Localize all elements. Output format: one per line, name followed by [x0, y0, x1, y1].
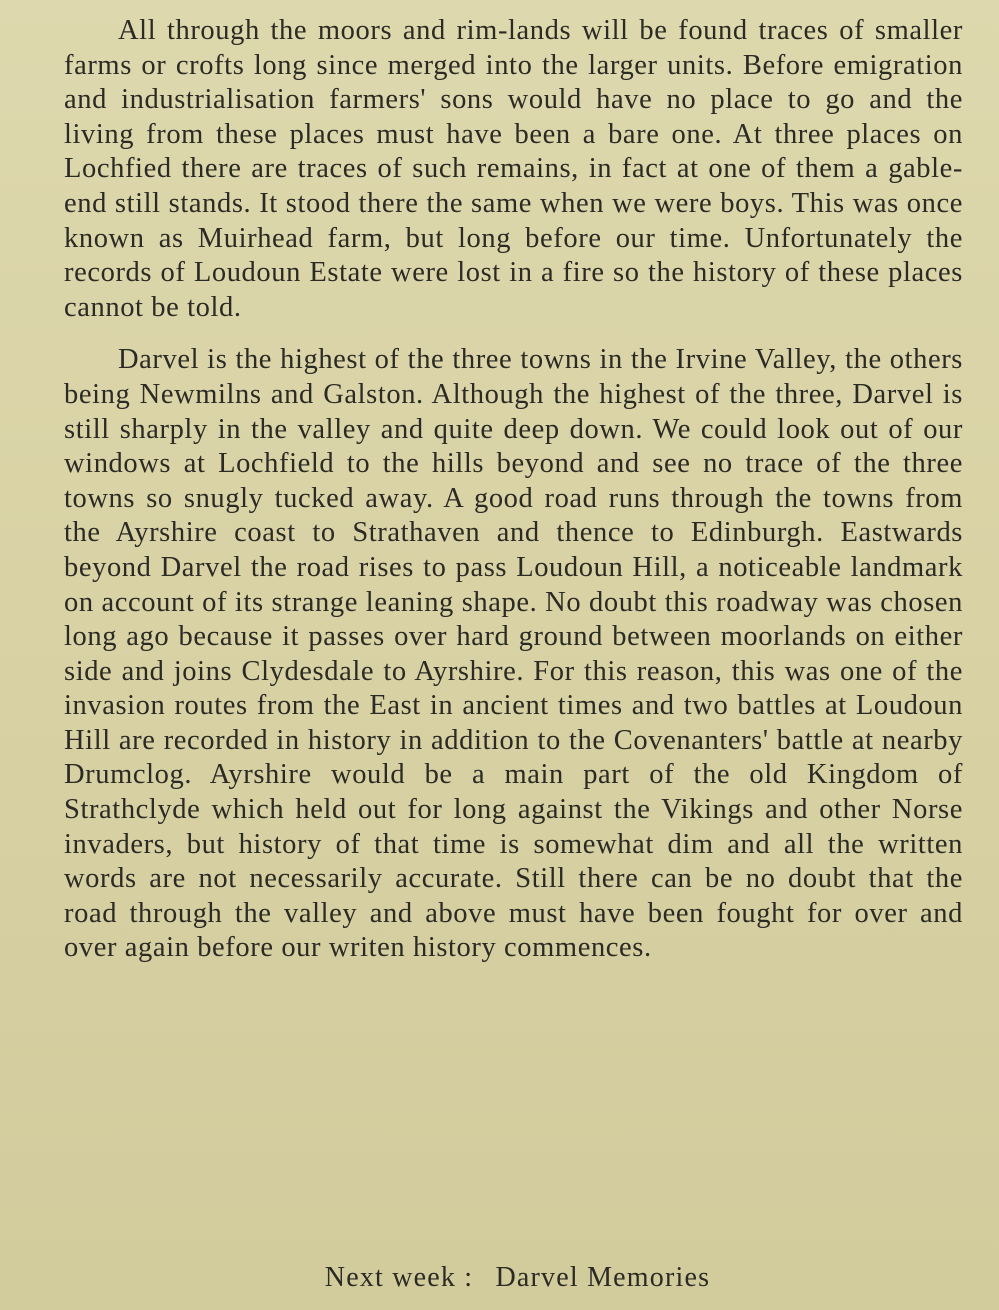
next-week-note — [0, 1262, 999, 1294]
paragraph-darvel: Darvel is the highest of the three towns in the Irvine Valley, the others being Newmilns and Galston. Although the highest of the three, Darvel is still sharply in the valley and quite deep down. We could look out of our windows at Lochfield to the hills beyond and see no trace of the three towns so snugly tucked away. A good road runs through the towns from the Ayrshire coast to Strathaven and thence to Edinburgh. Eastwards beyond Darvel the road rises to pass Loudoun Hill, a noticeable landmark on account of its strange leaning shape. No doubt this roadway was chosen long ago because it passes over hard ground between moorlands on either side and joins Clydesdale to Ayrshire. For this reason, this was one of the invasion routes from the East in ancient times and two battles at Loudoun Hill are recorded in history in addition to the Covenanters' battle at nearby Drumclog. Ayrshire would be a main part of the old Kingdom of Strathclyde which held out for long against the Vikings and other Norse invaders, but history of that time is somewhat dim and all the written words are not necessarily accurate. Still there can be no doubt that the road through the valley and above must have been fought for over and over again before our writen history commences. — [64, 344, 963, 964]
next-week-label: Next week : — [324, 1262, 474, 1293]
next-week-title: Darvel Memories — [495, 1262, 711, 1293]
paragraph-farms: All through the moors and rim-lands will be found traces of smaller farms or crofts long since merged into the larger units. Before emigration and industrialisation farmers' sons would have no place to go and the living from these places must have been a bare one. At three places on Lochfied there are traces of such remains, in fact at one of them a gable-end still stands. It stood there the same when we were boys. This was once known as Muirhead farm, but long before our time. Unfortunately the records of Loudoun Estate were lost in a fire so the history of these places cannot be told. — [64, 15, 963, 323]
